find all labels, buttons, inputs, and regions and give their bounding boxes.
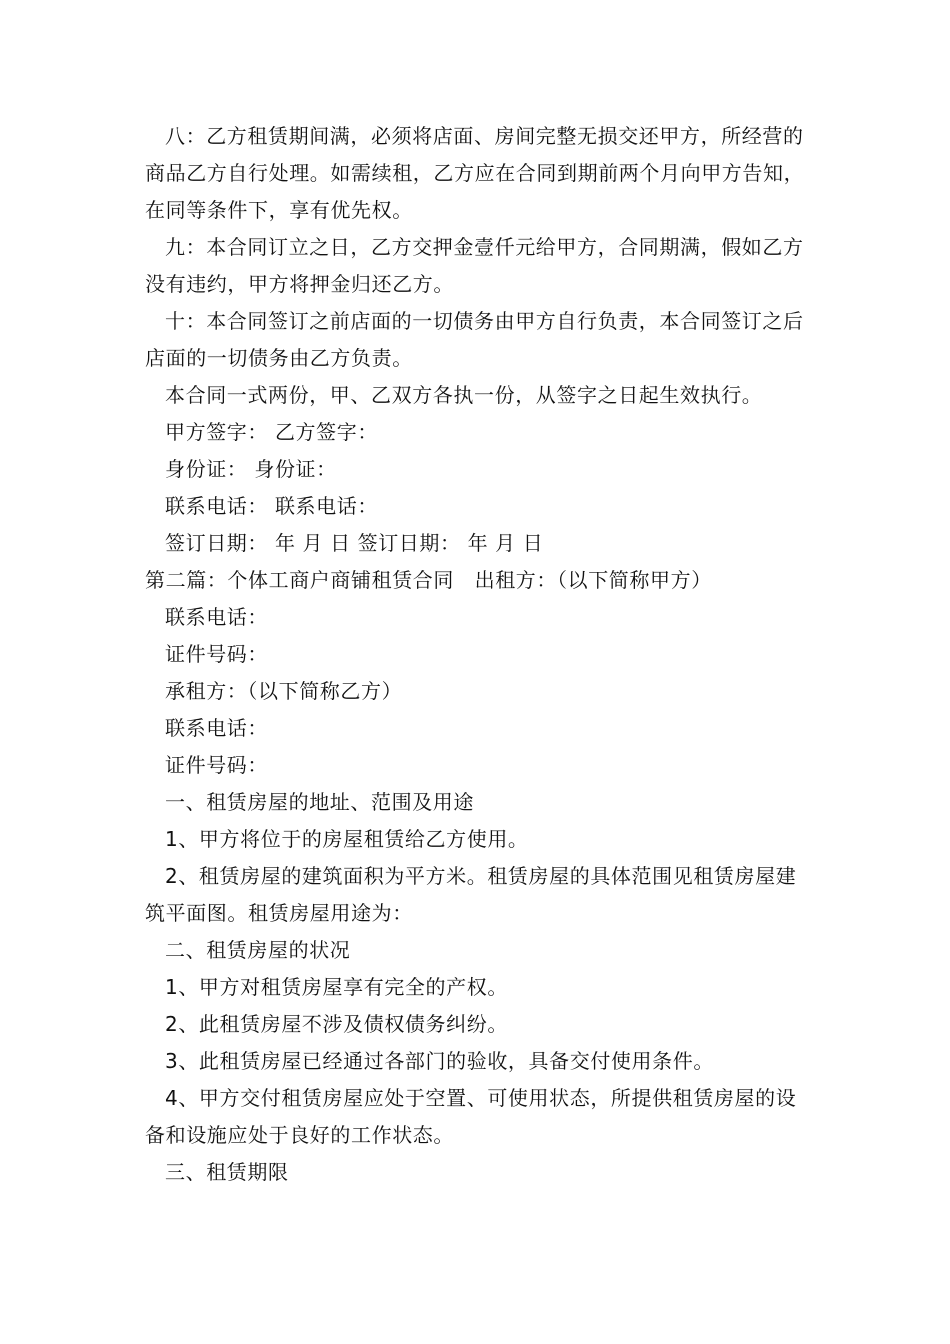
phone-line: 联系电话： 联系电话： [165,494,378,518]
clause-ten: 十：本合同签订之前店面的一切债务由甲方自行负责，本合同签订之后店面的一切债务由乙方负责。 [145,309,804,370]
id-card-line: 身份证： 身份证： [165,457,337,481]
article-two-item-3: 3、此租赁房屋已经通过各部门的验收，具备交付使用条件。 [165,1049,714,1073]
section-two-heading: 第二篇：个体工商户商铺租赁合同 出租方：（以下简称甲方） [145,568,712,592]
signing-date-line: 签订日期： 年 月 日 签订日期： 年 月 日 [165,531,544,555]
article-one-item-1: 1、甲方将位于的房屋租赁给乙方使用。 [165,827,529,851]
article-two-item-2: 2、此租赁房屋不涉及债权债务纠纷。 [165,1012,508,1036]
clause-nine: 九：本合同订立之日，乙方交押金壹仟元给甲方，合同期满，假如乙方没有违约，甲方将押金归还乙方。 [145,235,804,296]
document-body [145,118,810,1191]
lessee-label: 承租方：（以下简称乙方） [165,679,403,703]
lessor-phone: 联系电话： [165,605,268,629]
article-two-item-1: 1、甲方对租赁房屋享有完全的产权。 [165,975,508,999]
signature-line: 甲方签字： 乙方签字： [165,420,378,444]
lessee-id-number: 证件号码： [165,753,268,777]
clause-eight: 八：乙方租赁期间满，必须将店面、房间完整无损交还甲方，所经营的商品乙方自行处理。如需续租，乙方应在合同到期前两个月向甲方告知，在同等条件下，享有优先权。 [145,124,805,222]
lessor-id-number: 证件号码： [165,642,268,666]
article-two-item-4: 4、甲方交付租赁房屋应处于空置、可使用状态，所提供租赁房屋的设备和设施应处于良好的工作状态。 [145,1086,797,1147]
article-one-heading: 一、租赁房屋的地址、范围及用途 [165,790,474,814]
article-one-item-2: 2、租赁房屋的建筑面积为平方米。租赁房屋的具体范围见租赁房屋建筑平面图。租赁房屋用途为： [145,864,797,925]
article-three-heading: 三、租赁期限 [165,1160,289,1184]
lessee-phone: 联系电话： [165,716,268,740]
article-two-heading: 二、租赁房屋的状况 [165,938,351,962]
copies-statement: 本合同一式两份，甲、乙双方各执一份，从签字之日起生效执行。 [165,383,763,407]
